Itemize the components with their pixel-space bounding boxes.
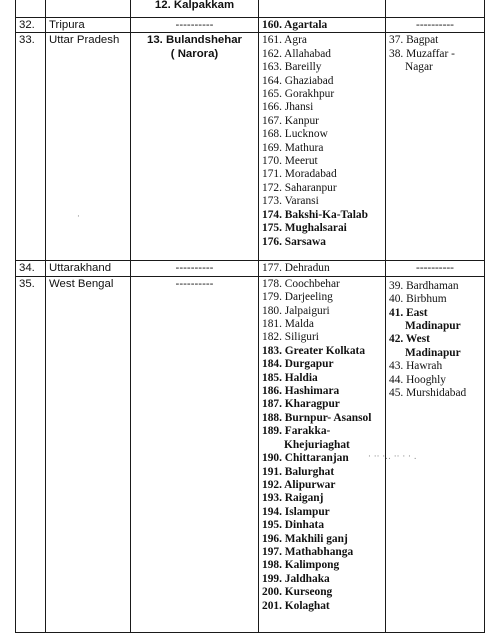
list-item: 200. Kurseong: [262, 586, 333, 599]
list-item: 13. Bulandshehar: [147, 34, 242, 47]
state-cell: [46, 33, 131, 261]
serial-number-cell: [16, 276, 46, 632]
list-item: 39. Bardhaman: [389, 279, 459, 292]
list-item: 187. Kharagpur: [262, 398, 340, 411]
list-item: 196. Makhili ganj: [262, 532, 348, 545]
speck-mark: ·: [77, 212, 80, 222]
list-item: 171. Moradabad: [262, 168, 337, 181]
list-item: 160. Agartala: [262, 19, 328, 31]
dash-placeholder: ----------: [175, 262, 214, 275]
list-item: 189. Farakka-: [262, 425, 331, 438]
column3-cell: [131, 261, 259, 276]
list-item: 163. Bareilly: [262, 61, 322, 74]
state-cell: [46, 0, 131, 18]
cities-cell: [259, 276, 386, 632]
list-item: 169. Mathura: [262, 141, 324, 154]
serial-number: 34.: [19, 262, 35, 275]
list-item: 193. Raiganj: [262, 492, 324, 505]
state-name: West Bengal: [49, 277, 114, 290]
dash-placeholder: ----------: [416, 262, 454, 275]
serial-number-cell: [16, 33, 46, 261]
list-item: 43. Hawrah: [389, 360, 443, 373]
table-row: [16, 0, 485, 18]
list-item: 188. Burnpur- Asansol: [262, 411, 372, 424]
list-item: 170. Meerut: [262, 155, 318, 168]
list-item: 179. Darjeeling: [262, 291, 333, 304]
state-cell: [46, 276, 131, 632]
serial-number: 35.: [19, 277, 35, 290]
list-item: 165. Gorakhpur: [262, 88, 335, 101]
list-item: 40. Birbhum: [389, 293, 447, 306]
state-cell: [46, 261, 131, 276]
serial-number-cell: [16, 261, 46, 276]
cities-cell: [259, 33, 386, 261]
list-item: 197. Mathabhanga: [262, 545, 354, 558]
list-item: 182. Siliguri: [262, 331, 319, 344]
dash-placeholder: ----------: [175, 19, 214, 31]
state-name: Tripura: [49, 19, 85, 31]
list-item: Nagar: [405, 61, 433, 74]
list-item: 201. Kolaghat: [262, 599, 330, 612]
list-item: 166. Jhansi: [262, 101, 314, 114]
list-item: 194. Islampur: [262, 505, 330, 518]
state-cell: [46, 18, 131, 33]
list-item: 180. Jalpaiguri: [262, 304, 330, 317]
list-item: 199. Jaldhaka: [262, 572, 330, 585]
list-item: ( Narora): [170, 47, 219, 60]
list-item: 181. Malda: [262, 318, 314, 331]
state-name: Uttarakhand: [49, 262, 112, 275]
state-name: Uttar Pradesh: [49, 34, 120, 47]
list-item: 12. Kalpakkam: [154, 0, 235, 11]
cities-cell: [259, 0, 386, 18]
column3-cell: [131, 18, 259, 33]
list-item: 175. Mughalsarai: [262, 222, 347, 235]
districts-cell: [386, 18, 485, 33]
serial-number-cell: [16, 18, 46, 33]
list-item: 198. Kalimpong: [262, 559, 340, 572]
list-item: 183. Greater Kolkata: [262, 344, 366, 357]
list-item: 185. Haldia: [262, 371, 318, 384]
list-item: 41. East: [389, 306, 428, 319]
list-item: 173. Varansi: [262, 195, 319, 208]
stamp-mark: · ·· ·.. ·· · · .: [368, 452, 417, 462]
serial-number: 33.: [19, 34, 35, 47]
list-item: 168. Lucknow: [262, 128, 328, 141]
column3-cell: [131, 33, 259, 261]
cities-cell: [259, 261, 386, 276]
table-row: [16, 261, 485, 276]
districts-cell: [386, 261, 485, 276]
list-item: 176. Sarsawa: [262, 235, 326, 248]
list-item: 167. Kanpur: [262, 114, 319, 127]
list-item: 162. Allahabad: [262, 47, 331, 60]
serial-number: 32.: [19, 19, 35, 31]
districts-cell: [386, 0, 485, 18]
list-item: 44. Hooghly: [389, 373, 446, 386]
list-item: 37. Bagpat: [389, 34, 439, 47]
list-item: 186. Hashimara: [262, 385, 340, 398]
list-item: 174. Bakshi-Ka-Talab: [262, 208, 368, 221]
list-item: 177. Dehradun: [262, 262, 330, 275]
column3-cell: [131, 0, 259, 18]
list-item: 38. Muzaffar -: [389, 47, 455, 60]
list-item: 184. Durgapur: [262, 358, 334, 371]
serial-number-cell: [16, 0, 46, 18]
dash-placeholder: ----------: [175, 277, 214, 290]
list-item: Madinapur: [405, 346, 461, 359]
list-item: 45. Murshidabad: [389, 387, 467, 400]
list-item: Madinapur: [405, 320, 461, 333]
list-item: 191. Balurghat: [262, 465, 335, 478]
cities-table: [15, 0, 485, 633]
cities-cell: [259, 18, 386, 33]
list-item: 172. Saharanpur: [262, 181, 337, 194]
table-row: [16, 33, 485, 261]
list-item: 42. West: [389, 333, 430, 346]
dash-placeholder: ----------: [416, 19, 454, 31]
list-item: 164. Ghaziabad: [262, 74, 334, 87]
table-body: [16, 0, 485, 632]
column3-cell: [131, 276, 259, 632]
districts-cell: [386, 33, 485, 261]
list-item: Khejuriaghat: [284, 438, 350, 451]
list-item: 161. Agra: [262, 34, 307, 47]
list-item: 192. Alipurwar: [262, 478, 336, 491]
list-item: 190. Chittaranjan: [262, 452, 349, 465]
list-item: 178. Coochbehar: [262, 277, 340, 290]
table-row: [16, 18, 485, 33]
list-item: 195. Dinhata: [262, 519, 325, 532]
